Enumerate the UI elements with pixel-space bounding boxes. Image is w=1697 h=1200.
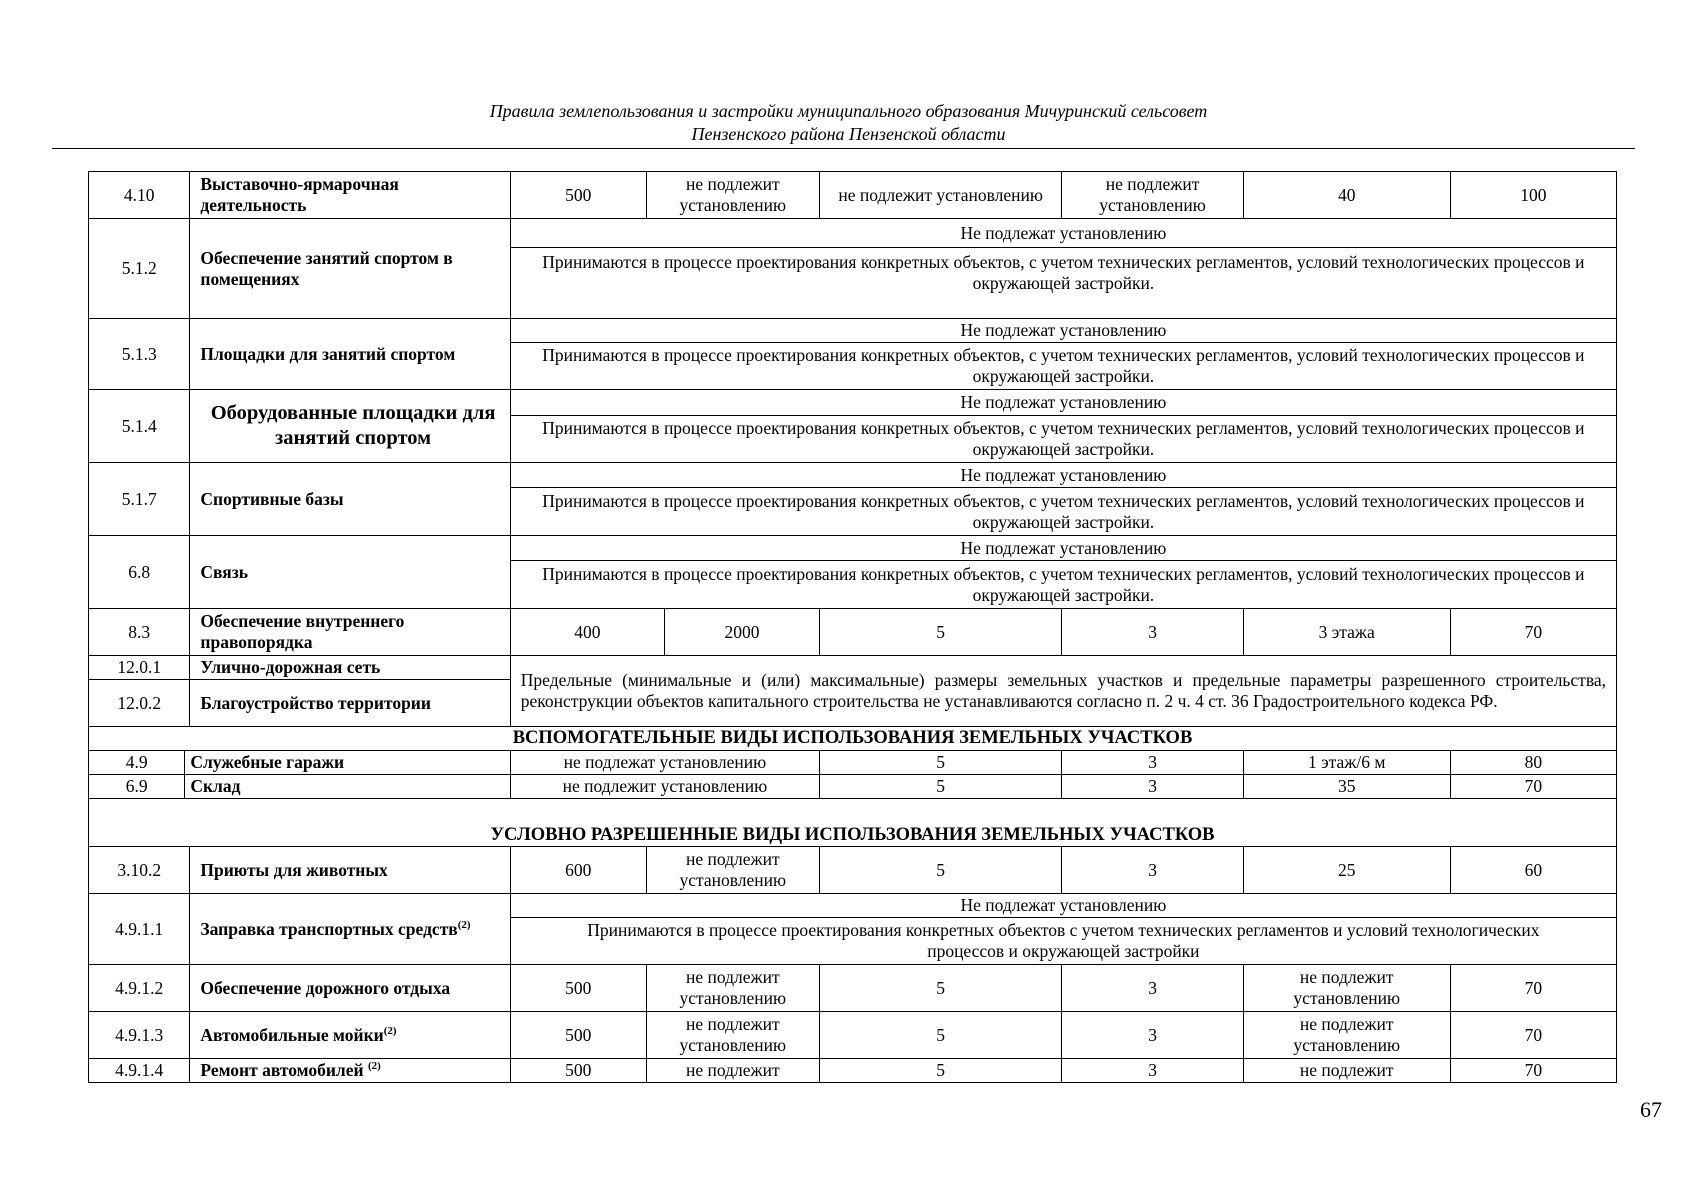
cell-note: Предельные (минимальные и (или) максимальные) размеры земельных участков и предельные параметры разрешенного строительства, реконструкции объектов капитального строительства не устанавливаются согласно п. 2 ч. 4 ст. 36 Градостроительного кодекса РФ. — [510, 656, 1616, 727]
cell-note: Принимаются в процессе проектирования конкретных объектов, с учетом технических регламентов, условий технологических процессов и окружающей застройки. — [510, 561, 1616, 609]
cell-value: 500 — [510, 1059, 646, 1083]
cell-value: 500 — [510, 965, 646, 1012]
row-name — [190, 1059, 510, 1083]
cell-value: 500 — [510, 1012, 646, 1059]
cell-value: 3 — [1062, 1059, 1243, 1083]
table-row — [89, 847, 1617, 894]
row-name: Обеспечение внутреннего правопорядка — [190, 609, 510, 656]
cell-value: 400 — [510, 609, 664, 656]
table-row — [89, 965, 1617, 1012]
table-row — [89, 172, 1617, 219]
row-name: Связь — [190, 536, 510, 609]
footnote-mark: (2) — [457, 918, 471, 931]
table-row — [89, 319, 1617, 343]
row-code: 4.9.1.4 — [89, 1059, 190, 1083]
table-row — [89, 751, 1617, 775]
cell-value: 3 — [1062, 751, 1243, 775]
cell-not-established: Не подлежат установлению — [510, 463, 1616, 488]
cell-value: 5 — [820, 965, 1062, 1012]
row-name: Улично-дорожная сеть — [190, 656, 510, 680]
row-name: Склад — [185, 775, 510, 799]
row-name-text: Автомобильные мойки — [200, 1024, 384, 1045]
table-row — [89, 1012, 1617, 1059]
row-name: Выставочно-ярмарочная деятельность — [190, 172, 510, 219]
cell-note: Принимаются в процессе проектирования конкретных объектов с учетом технических регламентов и условий технологических процессов и окружающей застройки — [510, 918, 1616, 965]
section-title: ВСПОМОГАТЕЛЬНЫЕ ВИДЫ ИСПОЛЬЗОВАНИЯ ЗЕМЕЛЬНЫХ УЧАСТКОВ — [89, 727, 1617, 751]
cell-value: 5 — [820, 751, 1062, 775]
row-name: Оборудованные площадки для занятий спортом — [190, 390, 510, 463]
cell-value: 40 — [1243, 172, 1450, 219]
row-name: Служебные гаражи — [185, 751, 510, 775]
table-row — [89, 894, 1617, 918]
cell-value: не подлежит установлению — [1062, 172, 1243, 219]
cell-value: 3 — [1062, 775, 1243, 799]
cell-value: 5 — [820, 1012, 1062, 1059]
cell-not-established: Не подлежат установлению — [510, 319, 1616, 343]
row-code: 8.3 — [89, 609, 190, 656]
table-row — [89, 219, 1617, 248]
land-use-table — [88, 171, 1617, 1083]
row-name-text: Ремонт автомобилей — [200, 1060, 368, 1080]
cell-value: 2000 — [664, 609, 819, 656]
cell-value: 5 — [820, 775, 1062, 799]
cell-value: 70 — [1450, 1012, 1616, 1059]
header-line-2: Пензенского района Пензенской области — [691, 124, 1006, 144]
cell-value: не подлежит установлению — [820, 172, 1062, 219]
row-code: 4.9.1.2 — [89, 965, 190, 1012]
row-code: 12.0.2 — [89, 680, 190, 727]
cell-value: не подлежит установлению — [1243, 965, 1450, 1012]
cell-note: Принимаются в процессе проектирования конкретных объектов, с учетом технических регламентов, условий технологических процессов и окружающей застройки. — [510, 248, 1616, 319]
cell-value: не подлежит — [646, 1059, 819, 1083]
section-header-row — [89, 727, 1617, 751]
cell-note: Принимаются в процессе проектирования конкретных объектов, с учетом технических регламентов, условий технологических процессов и окружающей застройки. — [510, 488, 1616, 536]
cell-value: 25 — [1243, 847, 1450, 894]
cell-value: не подлежит установлению — [646, 847, 819, 894]
cell-value: 3 этажа — [1243, 609, 1450, 656]
row-code: 6.9 — [89, 775, 185, 799]
row-name: Обеспечение дорожного отдыха — [190, 965, 510, 1012]
cell-value: 3 — [1062, 965, 1243, 1012]
cell-note: Принимаются в процессе проектирования конкретных объектов, с учетом технических регламентов, условий технологических процессов и окружающей застройки. — [510, 343, 1616, 390]
row-name: Приюты для животных — [190, 847, 510, 894]
row-name — [190, 1012, 510, 1059]
header-line-1: Правила землепользования и застройки муниципального образования Мичуринский сельсовет — [489, 101, 1208, 121]
cell-value: 70 — [1450, 609, 1616, 656]
table-row — [89, 609, 1617, 656]
footnote-mark: (2) — [367, 1060, 381, 1073]
table-row — [89, 390, 1617, 416]
table-row — [89, 775, 1617, 799]
cell-value: не подлежит установлению — [646, 1012, 819, 1059]
cell-value: не подлежат установлению — [510, 751, 819, 775]
document-header — [0, 100, 1697, 146]
row-code: 5.1.7 — [89, 463, 190, 536]
row-name — [190, 894, 510, 965]
cell-value: 35 — [1243, 775, 1450, 799]
cell-value: 60 — [1450, 847, 1616, 894]
row-code: 5.1.3 — [89, 319, 190, 390]
table-row — [89, 536, 1617, 561]
row-code: 4.9.1.3 — [89, 1012, 190, 1059]
cell-not-established: Не подлежат установлению — [510, 536, 1616, 561]
table-row — [89, 463, 1617, 488]
cell-value: 70 — [1450, 965, 1616, 1012]
cell-value: 70 — [1450, 775, 1616, 799]
row-name: Спортивные базы — [190, 463, 510, 536]
row-name: Площадки для занятий спортом — [190, 319, 510, 390]
cell-note: Принимаются в процессе проектирования конкретных объектов, с учетом технических регламентов, условий технологических процессов и окружающей застройки. — [510, 416, 1616, 463]
cell-value: не подлежит — [1243, 1059, 1450, 1083]
table-row — [89, 656, 1617, 680]
row-code: 5.1.4 — [89, 390, 190, 463]
row-code: 4.9 — [89, 751, 185, 775]
cell-value: 600 — [510, 847, 646, 894]
row-code: 4.10 — [89, 172, 190, 219]
row-code: 4.9.1.1 — [89, 894, 190, 965]
cell-value: не подлежит установлению — [646, 965, 819, 1012]
row-code: 3.10.2 — [89, 847, 190, 894]
section-title: УСЛОВНО РАЗРЕШЕННЫЕ ВИДЫ ИСПОЛЬЗОВАНИЯ ЗЕМЕЛЬНЫХ УЧАСТКОВ — [89, 799, 1617, 847]
cell-not-established: Не подлежат установлению — [510, 390, 1616, 416]
cell-value: 5 — [820, 609, 1062, 656]
row-name-text: Заправка транспортных средств — [200, 918, 458, 939]
row-code: 5.1.2 — [89, 219, 190, 319]
cell-value: 5 — [820, 1059, 1062, 1083]
row-name: Обеспечение занятий спортом в помещениях — [190, 219, 510, 319]
cell-value: 5 — [820, 847, 1062, 894]
header-divider — [52, 148, 1635, 149]
table-row — [89, 1059, 1617, 1083]
cell-value: 1 этаж/6 м — [1243, 751, 1450, 775]
cell-not-established: Не подлежат установлению — [510, 219, 1616, 248]
footnote-mark: (2) — [383, 1024, 397, 1037]
cell-value: 3 — [1062, 1012, 1243, 1059]
cell-value: 500 — [510, 172, 646, 219]
cell-value: не подлежит установлению — [510, 775, 819, 799]
cell-value: не подлежит установлению — [646, 172, 819, 219]
cell-value: не подлежит установлению — [1243, 1012, 1450, 1059]
cell-value: 3 — [1062, 609, 1243, 656]
cell-value: 3 — [1062, 847, 1243, 894]
cell-value: 70 — [1450, 1059, 1616, 1083]
cell-not-established: Не подлежат установлению — [510, 894, 1616, 918]
cell-value: 80 — [1450, 751, 1616, 775]
row-code: 12.0.1 — [89, 656, 190, 680]
row-name: Благоустройство территории — [190, 680, 510, 727]
page-number: 67 — [1640, 1097, 1662, 1122]
cell-value: 100 — [1450, 172, 1616, 219]
section-header-row — [89, 799, 1617, 847]
row-code: 6.8 — [89, 536, 190, 609]
